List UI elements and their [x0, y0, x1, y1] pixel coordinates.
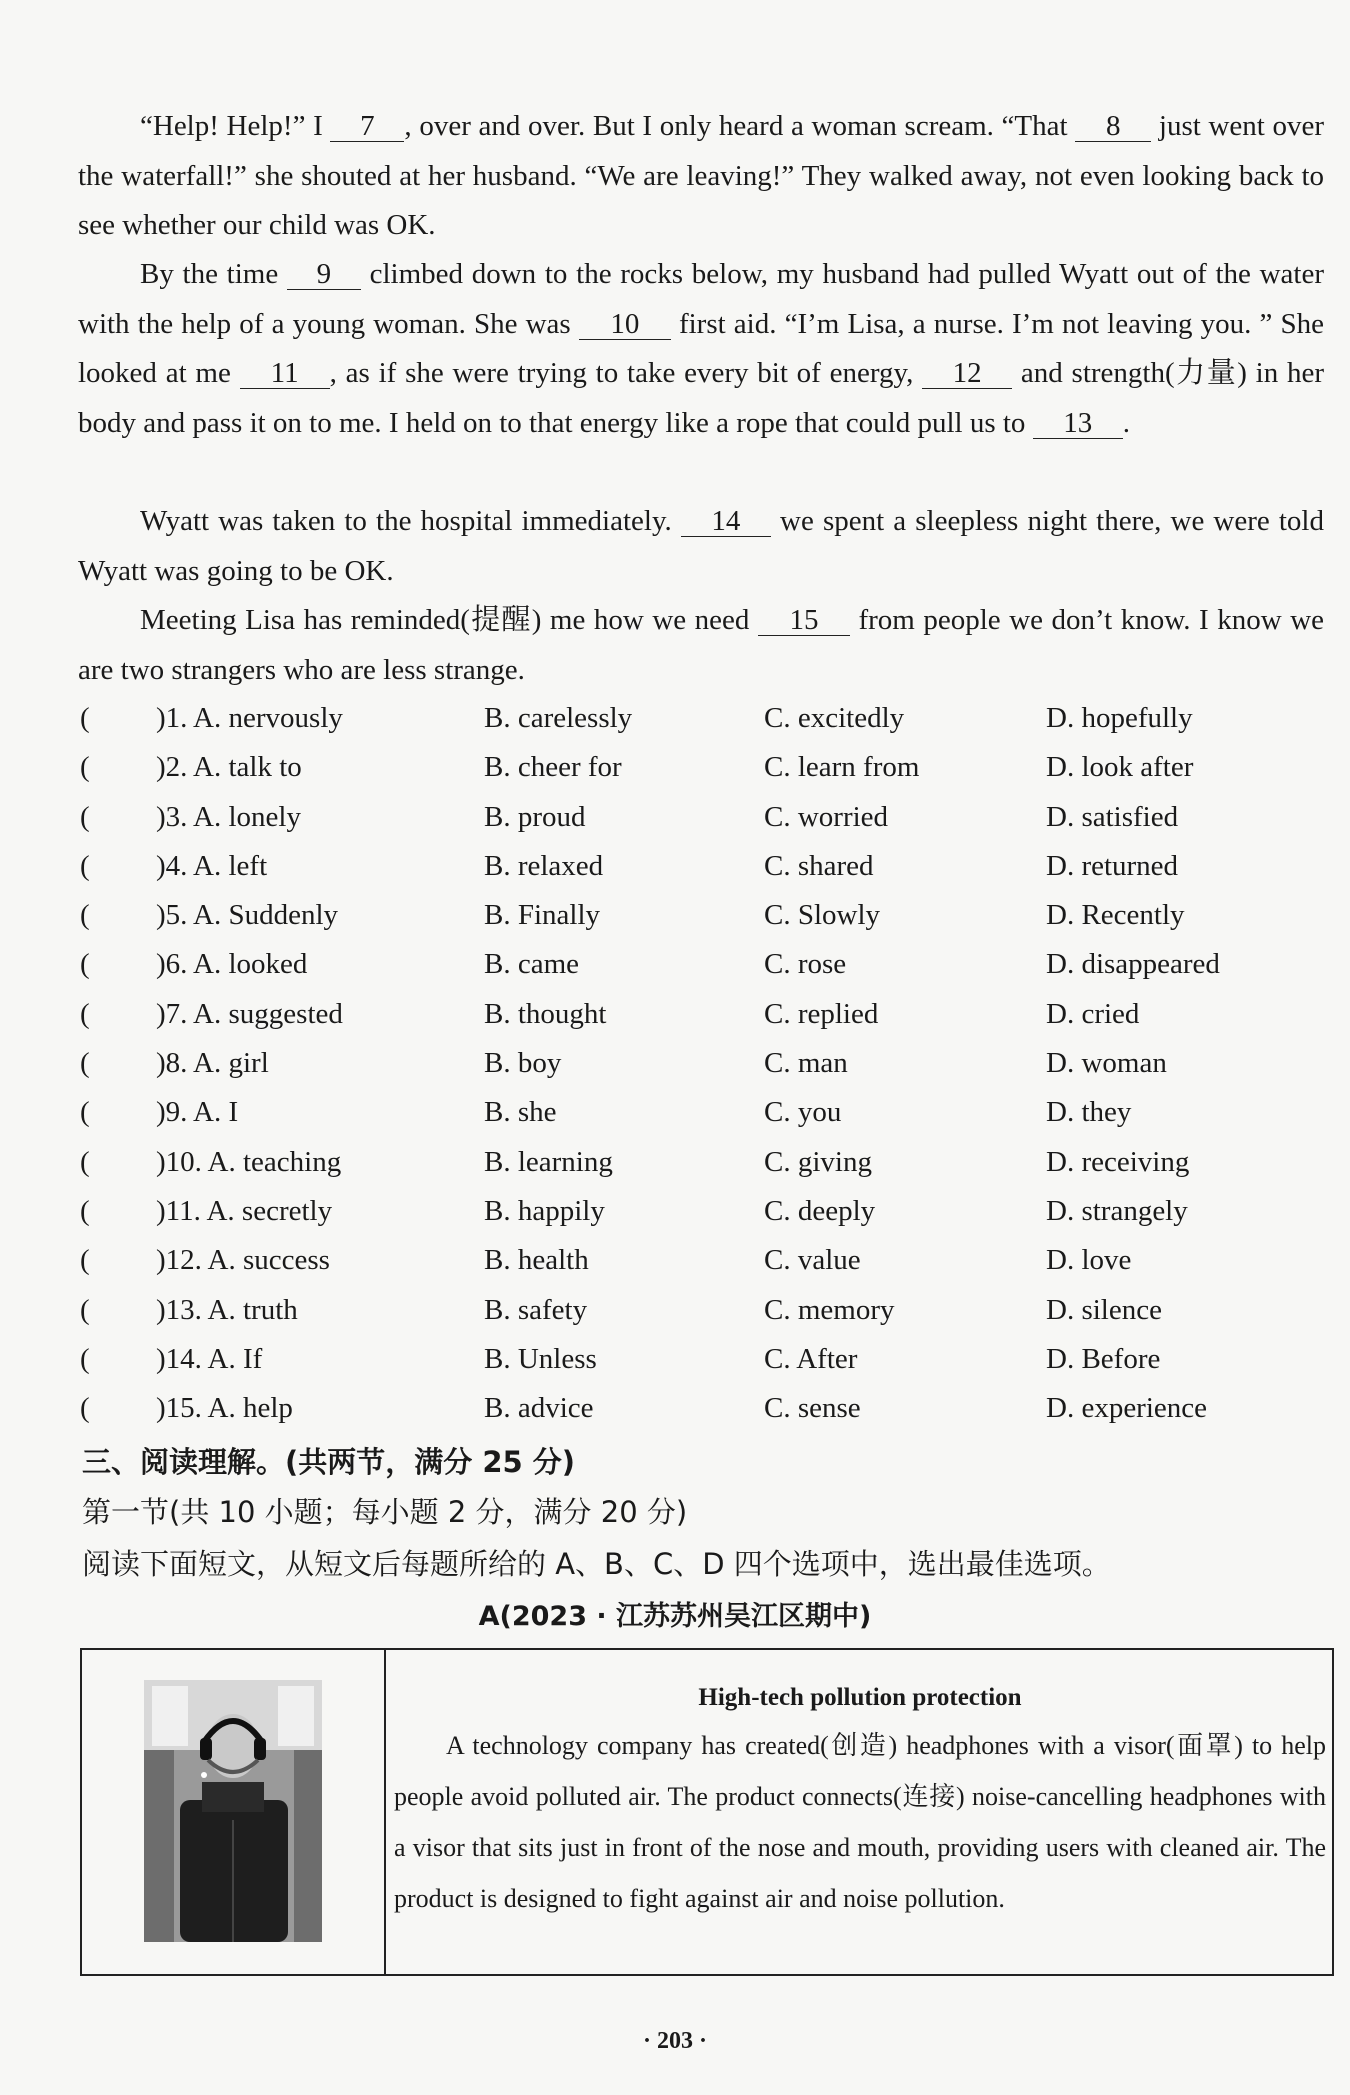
option-b: B. relaxed [484, 849, 604, 882]
option-d: D. Before [1046, 1342, 1161, 1375]
option-row [78, 1337, 1328, 1386]
text-run: By the time [140, 258, 279, 290]
answer-paren: ( [80, 702, 90, 734]
answer-paren: ( [80, 800, 90, 833]
option-b: B. happily [484, 1194, 605, 1227]
answer-options [78, 696, 1328, 1435]
blank-8: 8 [1075, 111, 1151, 142]
answer-paren: ( [80, 1244, 90, 1277]
option-d: D. love [1046, 1244, 1132, 1277]
blank-12: 12 [922, 358, 1012, 389]
option-c: C. excitedly [764, 702, 905, 734]
answer-paren: ( [80, 948, 90, 981]
option-row [78, 1386, 1328, 1435]
option-c: C. value [764, 1244, 861, 1277]
text-run: and strength(力量) in her body and pass it on to me. I held on to that energy like a rope that could pull us to [78, 357, 1325, 439]
person-photo [144, 1680, 322, 1942]
option-d: D. woman [1046, 1047, 1167, 1080]
answer-paren: ( [80, 1194, 90, 1227]
option-d: D. look after [1046, 751, 1194, 784]
option-row [78, 795, 1328, 844]
text-run: , as if she were trying to take every bit of energy, [329, 357, 914, 389]
option-row [78, 844, 1328, 893]
option-d: D. strangely [1046, 1194, 1188, 1227]
blank-7: 7 [330, 111, 404, 142]
blank-11: 11 [240, 358, 330, 389]
option-d: D. disappeared [1046, 948, 1220, 981]
option-b: B. thought [484, 997, 607, 1030]
option-a: )3. A. lonely [156, 800, 301, 833]
answer-paren: ( [80, 899, 90, 932]
option-d: D. satisfied [1046, 800, 1179, 833]
answer-paren: ( [80, 1293, 90, 1326]
answer-paren: ( [80, 1047, 90, 1080]
passage-paragraph-1 [78, 102, 1324, 251]
option-b: B. carelessly [484, 702, 633, 734]
text-run: from people we don’t know. I know we are two strangers who are less strange. [78, 604, 1325, 686]
part-heading: 第一节(共 10 小题；每小题 2 分，满分 20 分) [82, 1495, 688, 1529]
option-b: B. boy [484, 1047, 562, 1080]
option-c: C. giving [764, 1145, 872, 1178]
option-c: C. deeply [764, 1194, 876, 1227]
option-b: B. proud [484, 800, 586, 833]
page-number: · 203 · [642, 2028, 707, 2054]
option-b: B. learning [484, 1145, 613, 1178]
text-run: , over and over. But I only heard a woman scream. “That [404, 110, 1068, 142]
article-title: High-tech pollution protection [698, 1684, 1022, 1711]
option-c: C. you [764, 1096, 842, 1129]
text-run: Wyatt was taken to the hospital immediately. [140, 505, 672, 537]
option-a: )6. A. looked [156, 948, 308, 981]
answer-paren: ( [80, 997, 90, 1030]
blank-10: 10 [579, 309, 671, 340]
option-row [78, 696, 1328, 745]
blank-9: 9 [287, 259, 361, 290]
option-d: D. returned [1046, 849, 1179, 882]
option-row [78, 942, 1328, 991]
article-box [80, 1648, 1334, 1976]
answer-paren: ( [80, 1342, 90, 1375]
passage-paragraph-3 [78, 497, 1324, 596]
option-a: )15. A. help [156, 1392, 293, 1425]
option-a: )8. A. girl [156, 1047, 269, 1080]
answer-paren: ( [80, 1096, 90, 1129]
option-c: C. man [764, 1047, 848, 1080]
option-a: )7. A. suggested [156, 997, 343, 1030]
option-c: C. memory [764, 1293, 895, 1326]
option-d: D. they [1046, 1096, 1132, 1129]
option-b: B. she [484, 1096, 557, 1129]
option-a: )4. A. left [156, 849, 268, 882]
option-a: )10. A. teaching [156, 1145, 342, 1178]
option-row [78, 893, 1328, 942]
option-c: C. sense [764, 1392, 861, 1425]
option-row [78, 1090, 1328, 1139]
section-heading: 三、阅读理解。(共两节，满分 25 分) [82, 1445, 576, 1479]
instruction-text: 阅读下面短文，从短文后每题所给的 A、B、C、D 四个选项中，选出最佳选项。 [82, 1547, 1111, 1581]
option-row [78, 1189, 1328, 1238]
option-a: )11. A. secretly [156, 1194, 333, 1227]
option-a: )14. A. If [156, 1342, 263, 1375]
option-row [78, 1288, 1328, 1337]
option-c: C. After [764, 1342, 858, 1375]
text-run: “Help! Help!” I [140, 110, 323, 142]
option-a: )2. A. talk to [156, 751, 302, 784]
blank-14: 14 [681, 506, 771, 537]
answer-paren: ( [80, 1392, 90, 1425]
passage-paragraph-4 [78, 596, 1324, 695]
option-d: D. hopefully [1046, 702, 1193, 734]
option-c: C. learn from [764, 751, 920, 784]
article-body [394, 1720, 1326, 1924]
option-a: )12. A. success [156, 1244, 330, 1277]
option-d: D. receiving [1046, 1145, 1190, 1178]
answer-paren: ( [80, 849, 90, 882]
text-run: just went over the waterfall!” she shouted at her husband. “We are leaving!” They walked away, not even looking back to see whether our child was OK. [78, 110, 1324, 241]
option-d: D. silence [1046, 1293, 1162, 1326]
option-c: C. shared [764, 849, 874, 882]
option-d: D. experience [1046, 1392, 1208, 1425]
option-c: C. Slowly [764, 899, 881, 932]
passage-label: A(2023 · 江苏苏州吴江区期中) [478, 1601, 872, 1632]
option-b: B. cheer for [484, 751, 622, 784]
option-c: C. replied [764, 997, 879, 1030]
blank-15: 15 [758, 605, 850, 636]
text-run: we spent a sleepless night there, we were told Wyatt was going to be OK. [78, 505, 1324, 587]
option-b: B. Unless [484, 1342, 597, 1375]
option-a: )5. A. Suddenly [156, 899, 339, 932]
option-row [78, 1041, 1328, 1090]
option-d: D. Recently [1046, 899, 1185, 932]
option-row [78, 745, 1328, 794]
option-a: )1. A. nervously [156, 702, 343, 734]
text-run: Meeting Lisa has reminded(提醒) me how we need [140, 604, 750, 636]
text-run: first aid. “I’m Lisa, a nurse. I’m not leaving you. ” She looked at me [78, 307, 1325, 389]
passage-paragraph-2 [78, 250, 1324, 448]
option-b: B. advice [484, 1392, 594, 1425]
option-b: B. came [484, 948, 580, 981]
option-c: C. rose [764, 948, 847, 981]
option-row [78, 1238, 1328, 1287]
article-body-text: A technology company has created(创造) headphones with a visor(面罩) to help people avoid polluted air. The product connects(连接) noise-cancelling headphones with a visor that sits just in front of the nose and mouth, providing users with cleaned air. The product is designed to fight against air and noise pollution. [394, 1731, 1326, 1913]
option-c: C. worried [764, 800, 889, 833]
option-row [78, 1140, 1328, 1189]
option-a: )13. A. truth [156, 1293, 298, 1326]
text-run: climbed down to the rocks below, my husband had pulled Wyatt out of the water with the help of a young woman. She was [78, 258, 1324, 340]
answer-paren: ( [80, 751, 90, 784]
answer-paren: ( [80, 1145, 90, 1178]
option-b: B. health [484, 1244, 589, 1277]
option-b: B. Finally [484, 899, 601, 932]
option-row [78, 992, 1328, 1041]
blank-13: 13 [1033, 408, 1123, 439]
option-b: B. safety [484, 1293, 588, 1326]
option-a: )9. A. I [156, 1096, 239, 1129]
option-d: D. cried [1046, 997, 1140, 1030]
text-run: . [1122, 406, 1130, 439]
